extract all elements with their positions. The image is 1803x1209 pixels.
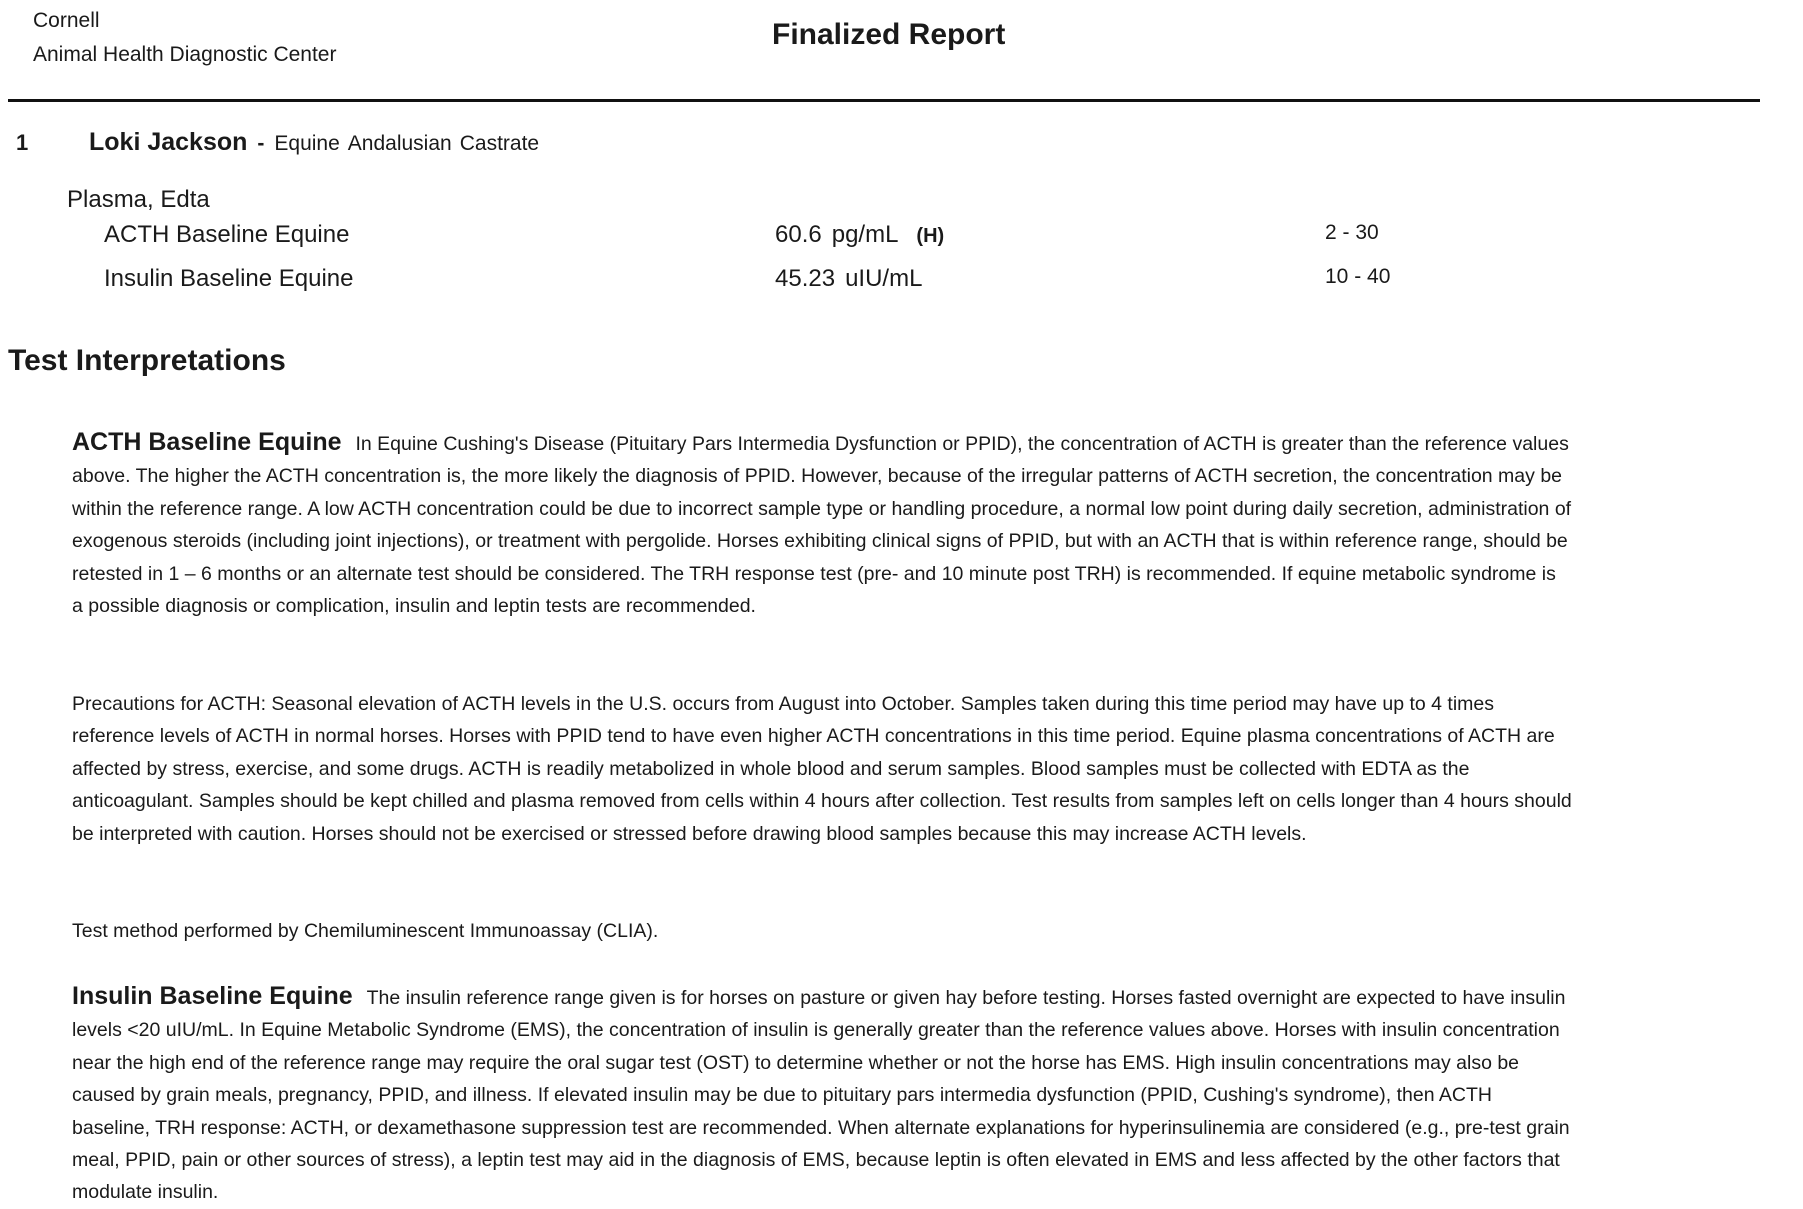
- result-value: 45.23: [775, 265, 836, 292]
- result-row: [0, 265, 1803, 305]
- patient-breed: Andalusian: [347, 132, 452, 155]
- interpretations-heading: Test Interpretations: [8, 344, 286, 377]
- patient-number: 1: [16, 130, 29, 155]
- result-reference-range: 2 - 30: [1325, 221, 1379, 244]
- result-reference-range: 10 - 40: [1325, 265, 1391, 288]
- insulin-interpretation-lead: Insulin Baseline Equine: [72, 982, 353, 1010]
- organization-block: [33, 4, 336, 72]
- result-unit: uIU/mL: [845, 265, 923, 292]
- result-value: 60.6: [775, 221, 822, 248]
- patient-sex: Castrate: [459, 132, 540, 155]
- result-value-cell: [775, 265, 922, 293]
- test-method-note: Test method performed by Chemiluminescent Immunoassay (CLIA).: [72, 920, 659, 942]
- result-test-name: Insulin Baseline Equine: [104, 265, 354, 292]
- acth-interpretation-text: In Equine Cushing's Disease (Pituitary Pars Intermedia Dysfunction or PPID), the concentration of ACTH is greater than the reference values above. The higher the ACTH concentration is, the more likely the diagnosis of PPID. However, because of the irregular patterns of ACTH secretion, the concentration may be within the reference range. A low ACTH concentration could be due to incorrect sample type or handling procedure, a normal low point during daily secretion, administration of exogenous steroids (including joint injections), or treatment with pergolide. Horses exhibiting clinical signs of PPID, but with an ACTH that is within reference range, should be retested in 1 – 6 months or an alternate test should be considered. The TRH response test (pre- and 10 minute post TRH) is recommended. If equine metabolic syndrome is a possible diagnosis or complication, insulin and leptin tests are recommended.: [72, 433, 1572, 618]
- header-divider: [8, 99, 1760, 102]
- result-row: [0, 221, 1803, 261]
- org-line-2: Animal Health Diagnostic Center: [33, 43, 337, 66]
- patient-name: Loki Jackson: [89, 128, 248, 156]
- result-unit: pg/mL: [831, 221, 899, 248]
- insulin-interpretation: [72, 980, 1572, 1209]
- acth-interpretation-lead: ACTH Baseline Equine: [72, 428, 342, 456]
- result-test-name: ACTH Baseline Equine: [104, 221, 350, 248]
- result-flag-high: (H): [916, 225, 945, 247]
- result-value-cell: [775, 221, 944, 249]
- patient-species: Equine: [274, 132, 340, 155]
- acth-interpretation: [72, 426, 1572, 622]
- report-title: Finalized Report: [772, 18, 1006, 51]
- patient-signalment: [274, 132, 547, 155]
- patient-line: [16, 128, 547, 157]
- acth-precautions: Precautions for ACTH: Seasonal elevation of ACTH levels in the U.S. occurs from August into October. Samples taken during this time period may have up to 4 times reference levels of ACTH in normal horses. Horses with PPID tend to have even higher ACTH concentrations in this time period. Equine plasma concentrations of ACTH are affected by stress, exercise, and some drugs. ACTH is readily metabolized in whole blood and serum samples. Blood samples must be collected with EDTA as the anticoagulant. Samples should be kept chilled and plasma removed from cells within 4 hours after collection. Test results from samples left on cells longer than 4 hours should be interpreted with caution. Horses should not be exercised or stressed before drawing blood samples because this may increase ACTH levels.: [72, 693, 1572, 845]
- org-line-1: Cornell: [33, 9, 100, 32]
- insulin-interpretation-text: The insulin reference range given is for horses on pasture or given hay before testing. Horses fasted overnight are expected to have insulin levels <20 uIU/mL. In Equine Metabolic Syndrome (EMS), the concentration of insulin is generally greater than the reference values above. Horses with insulin concentration near the high end of the reference range may require the oral sugar test (OST) to determine whether or not the horse has EMS. High insulin concentrations may also be caused by grain meals, pregnancy, PPID, and illness. If elevated insulin may be due to pituitary pars intermedia dysfunction (PPID, Cushing's syndrome), then ACTH baseline, TRH response: ACTH, or dexamethasone suppression test are recommended. When alternate explanations for hyperinsulinemia are considered (e.g., pre-test grain meal, PPID, pain or other sources of stress), a leptin test may aid in the diagnosis of EMS, because leptin is often elevated in EMS and less affected by the other factors that modulate insulin.: [72, 987, 1570, 1204]
- specimen-type: Plasma, Edta: [67, 186, 210, 213]
- patient-separator: -: [257, 132, 265, 155]
